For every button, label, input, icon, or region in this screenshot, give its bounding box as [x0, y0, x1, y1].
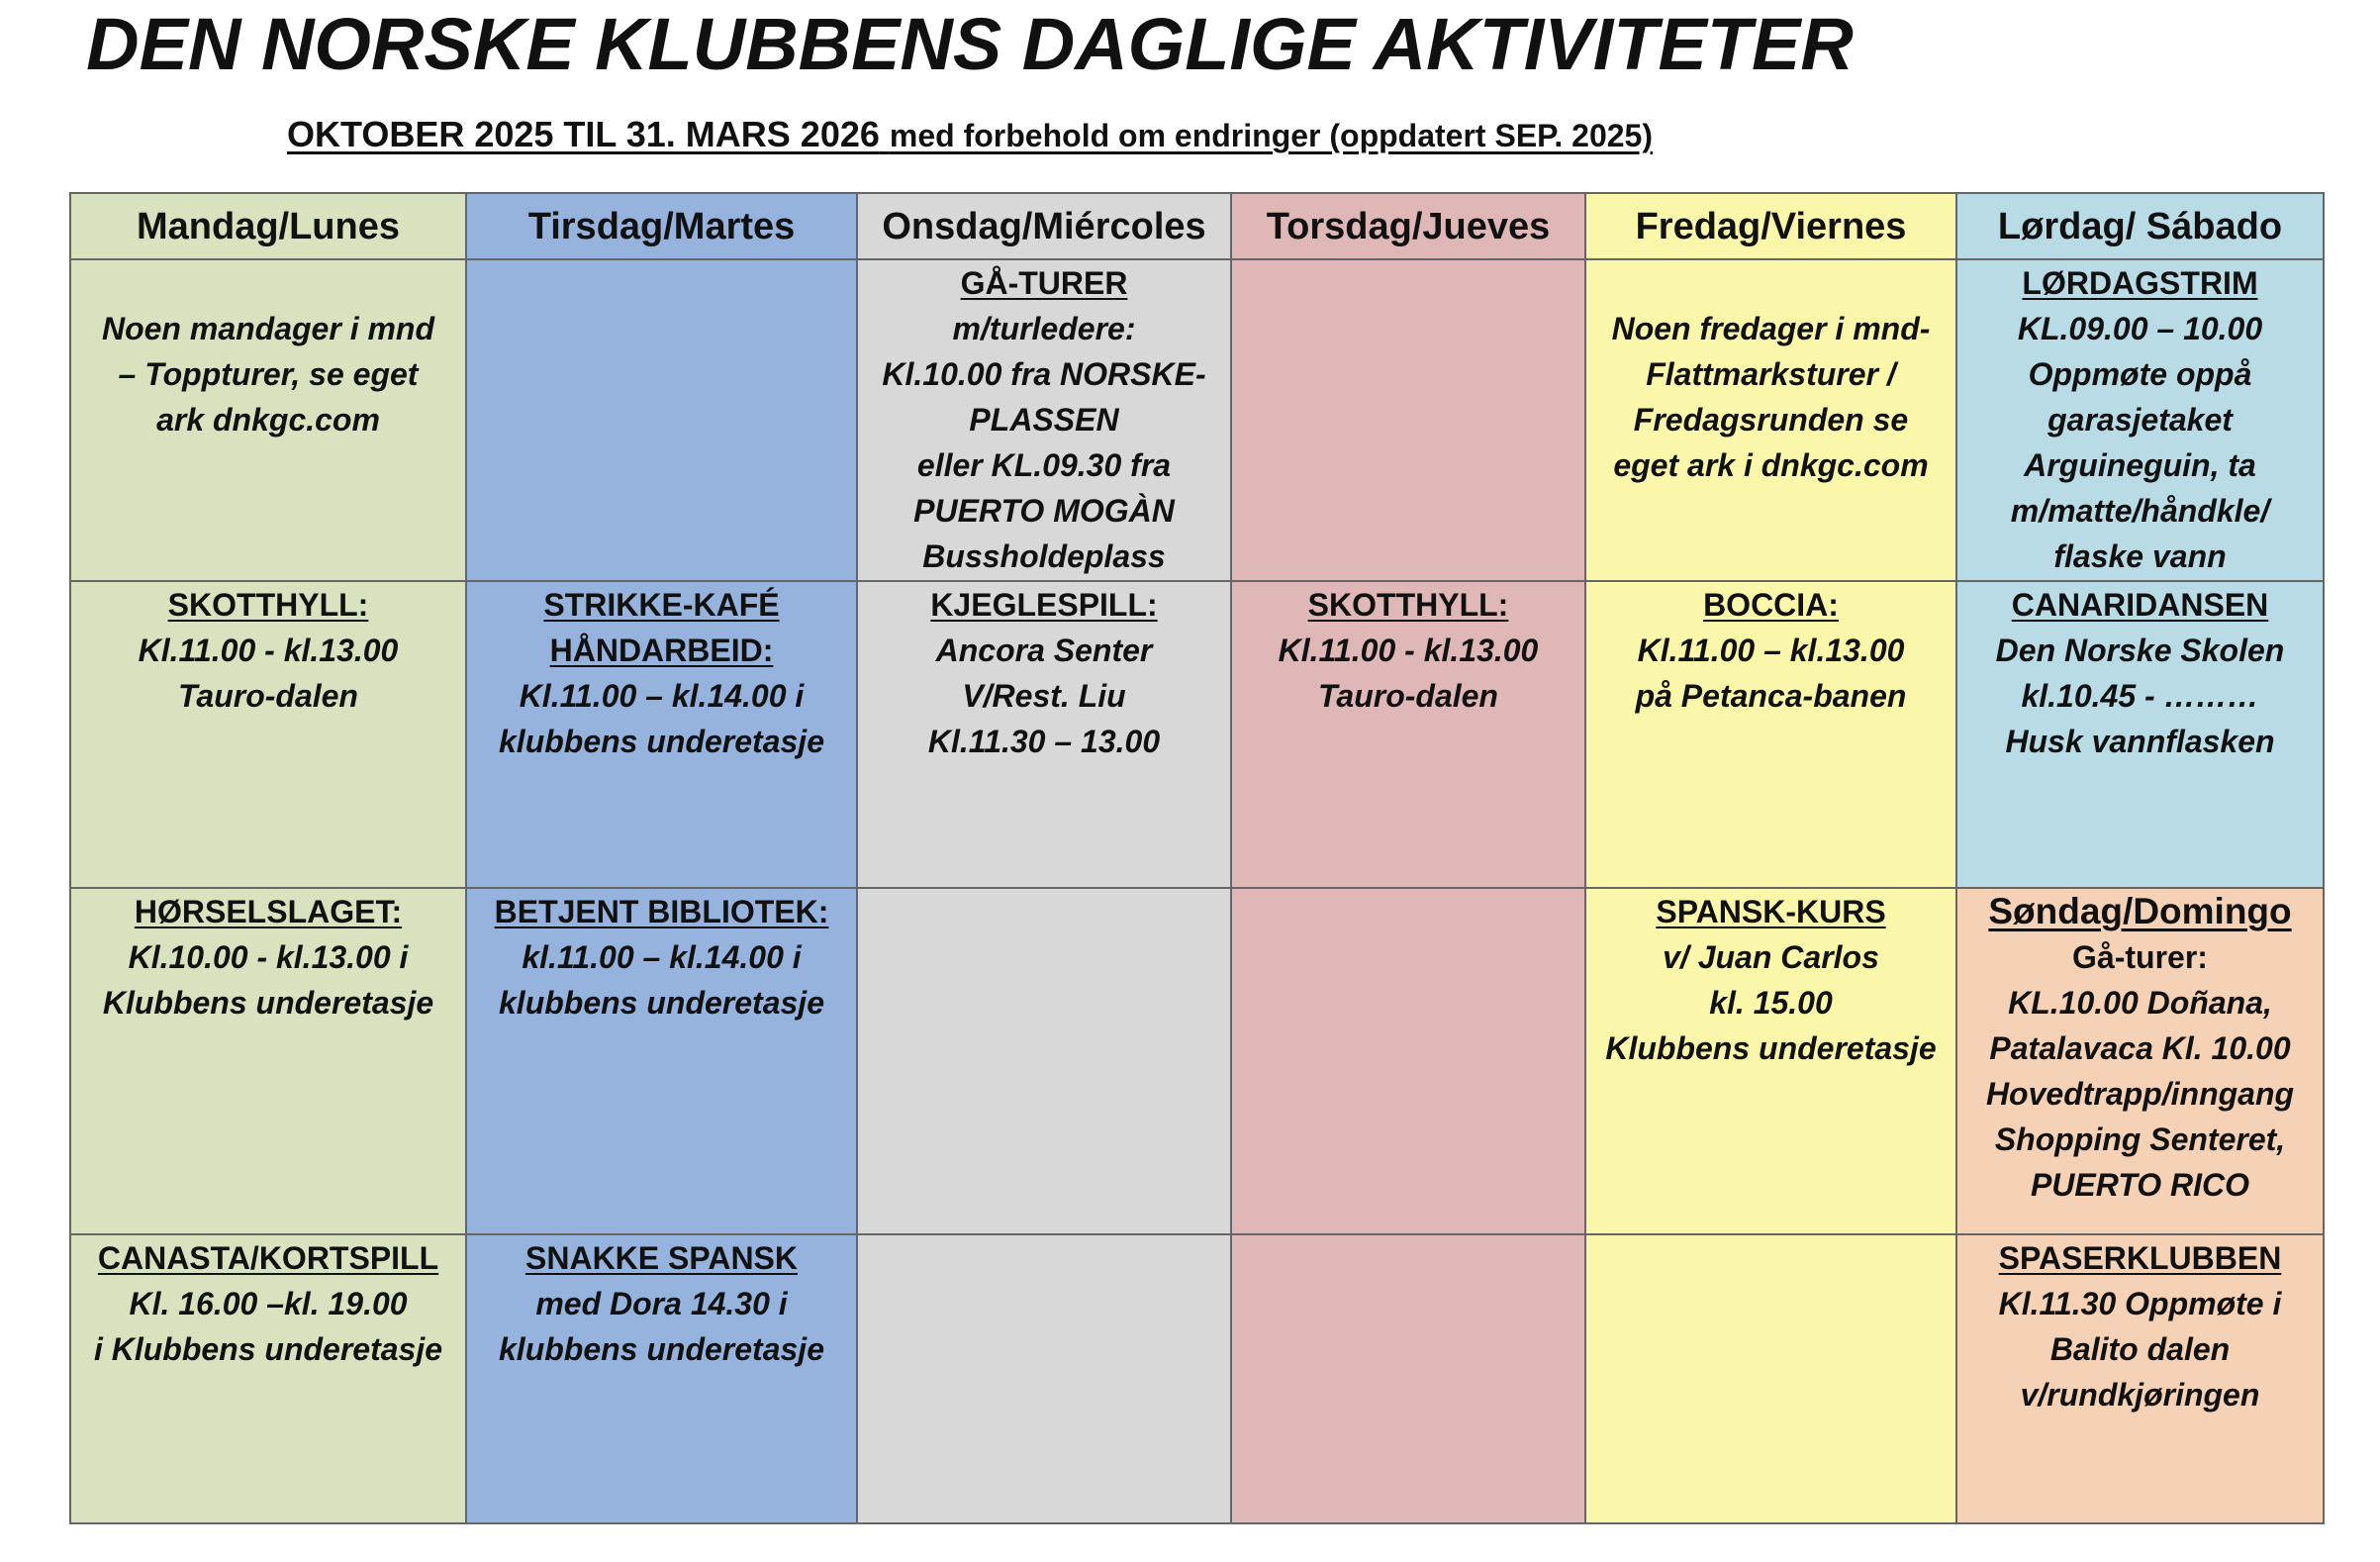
activity-row-1 — [70, 259, 2324, 581]
activity-heading: SKOTTHYLL: — [1307, 587, 1509, 623]
cell-line: Ancora Senter — [935, 633, 1153, 668]
cell-line: Klubbens underetasje — [1605, 1030, 1937, 1066]
activity-heading: SPASERKLUBBEN — [1998, 1240, 2282, 1276]
cell-line: Flattmarksturer / — [1646, 356, 1896, 392]
monday-canasta-cell — [70, 1234, 466, 1523]
activity-heading: SKOTTHYLL: — [167, 587, 369, 623]
cell-line: KL.10.00 Doñana, — [2008, 985, 2272, 1021]
cell-line: Patalavaca Kl. 10.00 — [1989, 1030, 2291, 1066]
cell-line: Noen fredager i mnd- — [1611, 311, 1931, 346]
cell-line: klubbens underetasje — [499, 1331, 824, 1367]
cell-line: PLASSEN — [969, 402, 1119, 438]
cell-line: klubbens underetasje — [499, 724, 824, 759]
activity-heading: BOCCIA: — [1703, 587, 1839, 623]
cell-line: kl. 15.00 — [1709, 985, 1833, 1021]
cell-line: Bussholdeplass — [922, 538, 1166, 574]
cell-line: Oppmøte oppå — [2028, 356, 2252, 392]
day-header-row — [70, 193, 2324, 259]
thursday-empty-cell — [1231, 259, 1585, 581]
friday-boccia-cell — [1585, 581, 1956, 888]
cell-line: – Toppturer, se eget — [118, 356, 419, 392]
saturday-exercise-cell — [1956, 259, 2324, 581]
cell-line: Den Norske Skolen — [1995, 633, 2285, 668]
tuesday-empty-cell — [466, 259, 857, 581]
day-header-saturday: Lørdag/ Sábado — [1956, 193, 2324, 259]
activity-heading: SPANSK-KURS — [1656, 894, 1886, 929]
activity-subheading: Gå-turer: — [2072, 939, 2208, 975]
monday-hearing-club-cell — [70, 888, 466, 1234]
day-header-tuesday: Tirsdag/Martes — [466, 193, 857, 259]
thursday-skotthyll-cell — [1231, 581, 1585, 888]
activity-heading: LØRDAGSTRIM — [2022, 265, 2258, 301]
tuesday-library-cell — [466, 888, 857, 1234]
cell-line: Fredagsrunden se — [1633, 402, 1909, 438]
cell-line: Klubbens underetasje — [102, 985, 434, 1021]
cell-line: Tauro-dalen — [1318, 678, 1498, 714]
cell-line: med Dora 14.30 i — [535, 1286, 788, 1321]
activity-heading: GÅ-TURER — [960, 265, 1128, 301]
subtitle-note: med forbehold om endringer (oppdatert SEP. 2025) — [889, 118, 1653, 153]
cell-line: Tauro-dalen — [178, 678, 358, 714]
activity-heading: CANARIDANSEN — [2011, 587, 2269, 623]
cell-line: kl.11.00 – kl.14.00 i — [522, 939, 802, 975]
wednesday-empty-cell — [857, 1234, 1231, 1523]
cell-line: Kl.11.30 Oppmøte i — [1998, 1286, 2282, 1321]
cell-line: Kl. 16.00 –kl. 19.00 — [129, 1286, 408, 1321]
cell-line: ark dnkgc.com — [156, 402, 380, 438]
activity-row-3 — [70, 888, 2324, 1234]
cell-line: Kl.11.00 – kl.13.00 — [1637, 633, 1905, 668]
cell-line: PUERTO RICO — [2030, 1167, 2250, 1203]
cell-line: Shopping Senteret, — [1994, 1122, 2286, 1157]
cell-line: i Klubbens underetasje — [93, 1331, 443, 1367]
page-title: DEN NORSKE KLUBBENS DAGLIGE AKTIVITETER — [86, 3, 1854, 85]
activity-schedule-table — [69, 192, 2325, 1524]
cell-line: KL.09.00 – 10.00 — [2017, 311, 2263, 346]
saturday-canari-dance-cell — [1956, 581, 2324, 888]
cell-line: eget ark i dnkgc.com — [1613, 447, 1929, 483]
day-header-wednesday: Onsdag/Miércoles — [857, 193, 1231, 259]
thursday-empty-cell — [1231, 1234, 1585, 1523]
monday-skotthyll-cell — [70, 581, 466, 888]
cell-line: Kl.11.00 - kl.13.00 — [1278, 633, 1539, 668]
friday-empty-cell — [1585, 1234, 1956, 1523]
subtitle-period: OKTOBER 2025 TIL 31. MARS 2026 — [286, 114, 880, 154]
day-header-sunday: Søndag/Domingo — [1988, 891, 2292, 931]
day-header-friday: Fredag/Viernes — [1585, 193, 1956, 259]
cell-line: v/rundkjøringen — [2020, 1377, 2260, 1413]
tuesday-spanish-talk-cell — [466, 1234, 857, 1523]
page-subtitle — [0, 107, 1940, 163]
cell-line: eller KL.09.30 fra — [916, 447, 1172, 483]
cell-line: flaske vann — [2053, 538, 2227, 574]
cell-line: Kl.11.00 – kl.14.00 i — [519, 678, 805, 714]
cell-line: Balito dalen — [2049, 1331, 2231, 1367]
wednesday-bowling-cell — [857, 581, 1231, 888]
cell-line: m/turledere: — [952, 311, 1136, 346]
wednesday-walks-cell — [857, 259, 1231, 581]
cell-line: garasjetaket — [2047, 402, 2233, 438]
friday-flat-walks-cell — [1585, 259, 1956, 581]
cell-line: Husk vannflasken — [2005, 724, 2275, 759]
day-header-thursday: Torsdag/Jueves — [1231, 193, 1585, 259]
cell-line: V/Rest. Liu — [962, 678, 1126, 714]
activity-heading: HØRSELSLAGET: — [134, 894, 403, 929]
cell-line: Kl.11.00 - kl.13.00 — [138, 633, 399, 668]
cell-line: PUERTO MOGÀN — [913, 493, 1175, 529]
activity-heading: KJEGLESPILL: — [930, 587, 1158, 623]
cell-line: Arguineguin, ta — [2024, 447, 2256, 483]
cell-line: v/ Juan Carlos — [1663, 939, 1879, 975]
day-header-monday: Mandag/Lunes — [70, 193, 466, 259]
cell-line: på Petanca-banen — [1635, 678, 1907, 714]
thursday-empty-cell — [1231, 888, 1585, 1234]
activity-heading: STRIKKE-KAFÉ — [543, 587, 780, 623]
tuesday-knitting-cafe-cell — [466, 581, 857, 888]
friday-spanish-course-cell — [1585, 888, 1956, 1234]
activity-row-2 — [70, 581, 2324, 888]
activity-heading: BETJENT BIBLIOTEK: — [494, 894, 829, 929]
cell-line: klubbens underetasje — [499, 985, 824, 1021]
sunday-walks-cell — [1956, 888, 2324, 1234]
sunday-walking-club-cell — [1956, 1234, 2324, 1523]
cell-line: Kl.10.00 - kl.13.00 i — [128, 939, 409, 975]
activity-heading: CANASTA/KORTSPILL — [97, 1240, 439, 1276]
cell-line: m/matte/håndkle/ — [2010, 493, 2270, 529]
cell-line: Noen mandager i mnd — [101, 311, 435, 346]
monday-mountain-trips-cell — [70, 259, 466, 581]
activity-row-4 — [70, 1234, 2324, 1523]
wednesday-empty-cell — [857, 888, 1231, 1234]
cell-line: Hovedtrapp/inngang — [1985, 1076, 2295, 1112]
cell-line: Kl.10.00 fra NORSKE- — [882, 356, 1206, 392]
cell-line: Kl.11.30 – 13.00 — [927, 724, 1161, 759]
activity-heading: SNAKKE SPANSK — [525, 1240, 798, 1276]
cell-line: kl.10.45 - ……… — [2021, 678, 2259, 714]
activity-heading: HÅNDARBEID: — [549, 633, 774, 668]
